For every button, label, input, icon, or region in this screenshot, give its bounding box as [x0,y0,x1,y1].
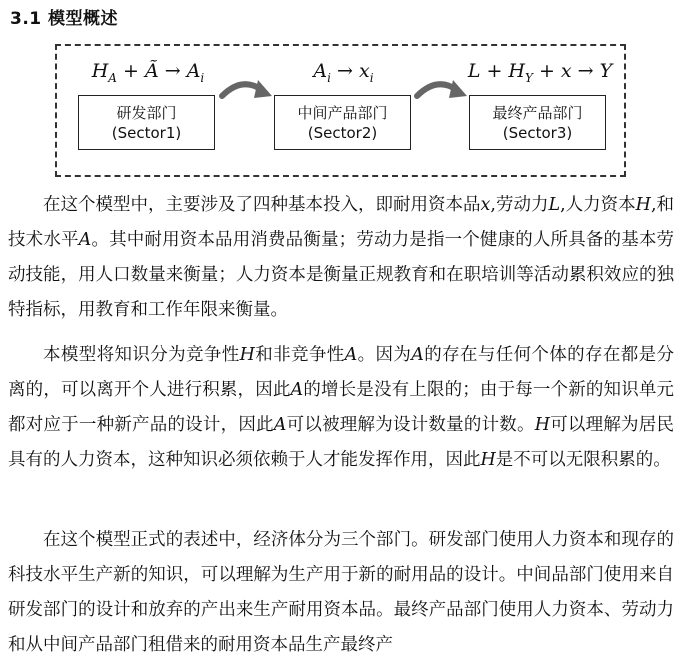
sector3-code: (Sector3) [502,123,573,142]
sector3-name: 最终产品部门 [492,103,583,122]
sector1-name: 研发部门 [116,103,177,122]
paragraph-2: 本模型将知识分为竞争性H和非竞争性A。因为A的存在与任何个体的存在都是分离的，可以离开个人进行积累，因此A的增长是没有上限的；由于每一个新的知识单元都对应于一种新产品的设计，因此A可以被理解为设计数量的计数。H可以理解为居民具有的人力资本，这种知识必须依赖于人才能发挥作用，因此H是不可以无限积累的。 [8,345,675,470]
sector2-box [274,95,411,150]
sector2-formula: $A_i \to x_i$ [313,60,374,85]
section-heading: 3.1 模型概述 [10,9,119,29]
sector2-name: 中间产品部门 [297,103,388,122]
sector2-code: (Sector2) [307,123,378,142]
paragraph-3: 在这个模型正式的表述中，经济体分为三个部门。研发部门使用人力资本和现存的科技水平生产新的知识，可以理解为生产用于新的耐用品的设计。中间品部门使用来自研发部门的设计和放弃的产出来生产耐用资本品。最终产品部门使用人力资本、劳动力和从中间产品部门租借来的耐用资本品生产最终产 [8,530,674,655]
sector1-formula: $H_A$ + Ã → $A_i$ [91,60,205,85]
paragraph-1: 在这个模型中，主要涉及了四种基本投入，即耐用资本品x,劳动力L,人力资本H,和技术水平A。其中耐用资本品用消费品衡量；劳动力是指一个健康的人所具备的基本劳动技能，用人口数量来衡量；人力资本是衡量正规教育和在职培训等活动累积效应的独特指标，用教育和工作年限来衡量。 [8,195,675,320]
curved-arrow-icon [413,74,469,104]
sector3-box [469,95,606,150]
sector1-box [78,95,215,150]
sector1-code: (Sector1) [111,123,182,142]
curved-arrow-icon [218,74,274,104]
sector3-formula: $L + H_Y + x \to Y$ [467,60,613,85]
